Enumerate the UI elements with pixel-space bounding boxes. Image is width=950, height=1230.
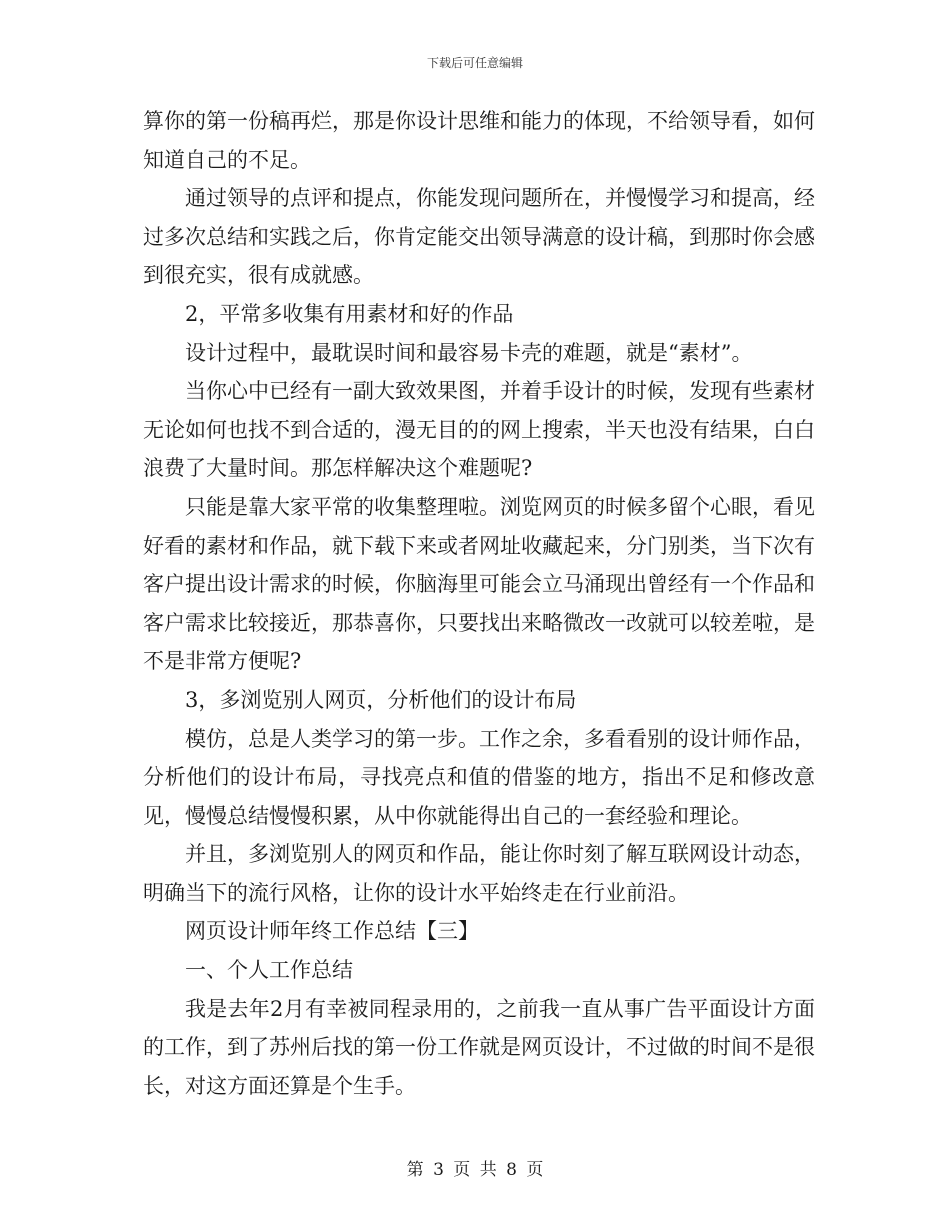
paragraph: 模仿，总是人类学习的第一步。工作之余，多看看别的设计师作品，分析他们的设计布局，寻找亮点和值的借鉴的地方，指出不足和修改意见，慢慢总结慢慢积累，从中你就能得出自己的一套经验和理论。 bbox=[143, 726, 815, 828]
paragraph: 算你的第一份稿再烂，那是你设计思维和能力的体现，不给领导看，如何知道自己的不足。 bbox=[143, 109, 815, 172]
section-heading: 3，多浏览别人网页，分析他们的设计布局 bbox=[185, 687, 577, 712]
paragraph: 当你心中已经有一副大致效果图，并着手设计的时候，发现有些素材无论如何也找不到合适的，漫无目的的网上搜索，半天也没有结果，白白浪费了大量时间。那怎样解决这个难题呢? bbox=[143, 379, 815, 481]
paragraph: 设计过程中，最耽误时间和最容易卡壳的难题，就是“素材”。 bbox=[185, 340, 753, 365]
paragraph: 我是去年2月有幸被同程录用的，之前我一直从事广告平面设计方面的工作，到了苏州后找的第一份工作就是网页设计，不过做的时间不是很长，对这方面还算是个生手。 bbox=[143, 996, 815, 1098]
paragraph: 并且，多浏览别人的网页和作品，能让你时刻了解互联网设计动态，明确当下的流行风格，让你的设计水平始终走在行业前沿。 bbox=[143, 842, 815, 905]
section-heading: 2，平常多收集有用素材和好的作品 bbox=[185, 301, 514, 326]
section-heading: 一、个人工作总结 bbox=[185, 958, 353, 983]
paragraph: 通过领导的点评和提点，你能发现问题所在，并慢慢学习和提高，经过多次总结和实践之后，你肯定能交出领导满意的设计稿，到那时你会感到很充实，很有成就感。 bbox=[143, 186, 815, 288]
paragraph: 只能是靠大家平常的收集整理啦。浏览网页的时候多留个心眼，看见好看的素材和作品，就下载下来或者网址收藏起来，分门别类，当下次有客户提出设计需求的时候，你脑海里可能会立马涌现出曾经有一个作品和客户需求比较接近，那恭喜你，只要找出来略微改一改就可以较差啦，是不是非常方便呢? bbox=[143, 494, 815, 674]
section-title: 网页设计师年终工作总结【三】 bbox=[185, 919, 479, 944]
page-number: 第 3 页 共 8 页 bbox=[406, 1160, 544, 1180]
header-note: 下载后可任意编辑 bbox=[426, 56, 523, 70]
document-body bbox=[143, 102, 815, 1105]
